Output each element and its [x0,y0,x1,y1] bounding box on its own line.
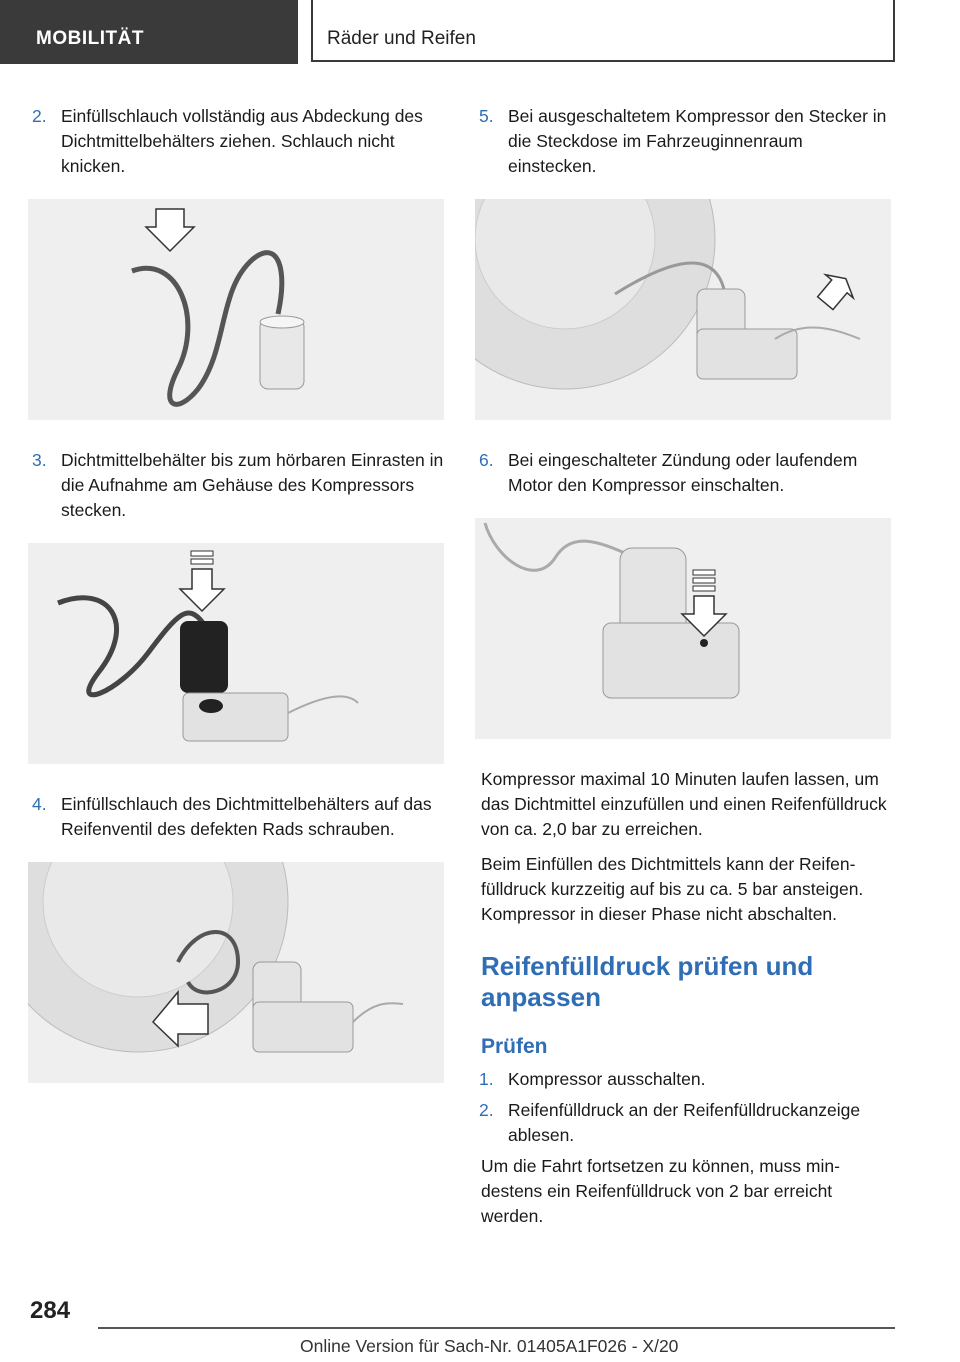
footer-text: Online Version für Sach-Nr. 01405A1F026 - X/20 [300,1336,679,1356]
step-number: 4. [32,794,47,814]
step-text: Einfüllschlauch des Dichtmittelbehälters auf das Reifenventil des defekten Rads schrauben. [61,794,432,839]
page-number: 284 [30,1297,71,1324]
step-text: Einfüllschlauch vollständig aus Abdeckung des Dichtmittelbehälters ziehen. Schlauch nicht knicken. [61,106,423,176]
step-text: Bei eingeschalteter Zündung oder laufendem Motor den Kompressor einschalten. [508,450,858,495]
figure-tire-valve [28,862,444,1083]
step-text: Kompressor ausschalten. [508,1069,706,1089]
step-text: Reifenfülldruck an der Reifenfülldruckanzeige ablesen. [508,1100,861,1145]
header-section-label: MOBILITÄT [36,28,144,49]
step-number: 5. [479,106,494,126]
step-text: Dichtmittelbehälter bis zum hörbaren Einrasten in die Aufnahme am Gehäuse des Kompressors stecken. [61,450,444,520]
figure-container-insert [28,543,444,764]
right-column [475,104,891,1239]
paragraph: Kompressor maximal 10 Minuten laufen lassen, um das Dichtmittel einzufüllen und einen Reifenfülldruck von ca. 2,0 bar zu erreichen. [481,769,887,839]
subsection-title: Prüfen [481,1035,548,1058]
paragraph: Beim Einfüllen des Dichtmittels kann der Reifenfülldruck kurzzeitig auf bis zu ca. 5 bar ansteigen. Kompressor in dieser Phase nicht abschalten. [481,854,864,924]
step-number: 2. [32,106,47,126]
step-text: Bei ausgeschaltetem Kompressor den Stecker in die Steckdose im Fahrzeuginnenraum einstecken. [508,106,887,176]
header-section-tab [0,0,298,64]
step-item [475,1067,891,1092]
figure-plug-socket [475,199,891,420]
figure-sealant-hose [28,199,444,420]
step-item [28,448,444,523]
left-column [28,104,444,1111]
step-number: 6. [479,450,494,470]
step-item [475,448,891,498]
step-item [475,1098,891,1148]
footer-divider [98,1327,895,1329]
step-number: 1. [479,1069,494,1089]
step-number: 2. [479,1100,494,1120]
figure-compressor-switch [475,518,891,739]
step-number: 3. [32,450,47,470]
section-title: Reifenfülldruck prüfen und anpassen [481,951,814,1012]
step-item [475,104,891,179]
step-item [28,792,444,842]
header-chapter-tab [311,0,895,62]
check-steps-list [475,1067,891,1148]
step-item [28,104,444,179]
closing-paragraph: Um die Fahrt fortsetzen zu können, muss mindestens ein Reifenfülldruck von 2 bar erreicht werden. [481,1156,840,1226]
header-chapter-label: Räder und Reifen [327,28,476,49]
